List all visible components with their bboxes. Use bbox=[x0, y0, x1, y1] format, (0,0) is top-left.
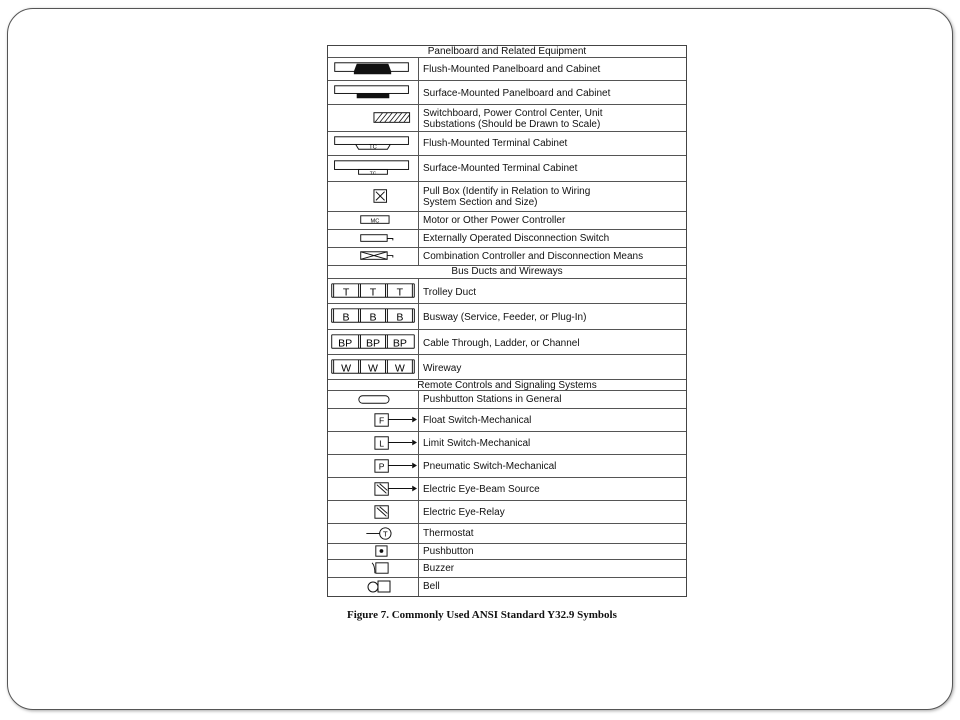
symbol-row-pushbutton-stations bbox=[328, 391, 686, 409]
symbol-label: Float Switch-Mechanical bbox=[423, 415, 532, 426]
w-text: W bbox=[394, 362, 405, 375]
disconnect-switch-symbol bbox=[328, 230, 418, 247]
bell-symbol bbox=[328, 578, 418, 596]
symbol-row-float-switch bbox=[328, 409, 686, 432]
l-text: L bbox=[379, 438, 384, 449]
section-title: Panelboard and Related Equipment bbox=[427, 46, 587, 57]
symbol-label: Pneumatic Switch-Mechanical bbox=[423, 461, 557, 472]
symbol-row-flush-terminal bbox=[328, 132, 686, 156]
symbol-row-wireway bbox=[328, 355, 686, 380]
symbol-label: Bell bbox=[423, 581, 440, 592]
symbol-row-cable-through bbox=[328, 330, 686, 355]
symbol-label: Flush-Mounted Panelboard and Cabinet bbox=[423, 64, 601, 75]
symbol-label: Busway (Service, Feeder, or Plug-In) bbox=[423, 312, 587, 323]
symbol-label: Limit Switch-Mechanical bbox=[423, 438, 531, 449]
symbol-row-disconnect-switch bbox=[328, 230, 686, 248]
pushbutton-symbol bbox=[328, 544, 418, 559]
symbol-row-limit-switch bbox=[328, 432, 686, 455]
section-header-bus bbox=[328, 266, 686, 279]
symbol-label bbox=[423, 186, 682, 208]
bp-text: BP bbox=[365, 337, 381, 350]
surface-panelboard-symbol bbox=[328, 81, 418, 104]
thermostat-symbol bbox=[328, 524, 418, 543]
symbol-label bbox=[423, 108, 682, 130]
symbol-label: Electric Eye-Relay bbox=[423, 507, 505, 518]
section-header-panelboard bbox=[328, 46, 686, 58]
symbol-row-flush-panelboard bbox=[328, 58, 686, 81]
surface-terminal-symbol bbox=[328, 156, 418, 181]
flush-panelboard-symbol bbox=[328, 58, 418, 80]
t-text: T bbox=[342, 286, 350, 299]
symbol-label: Surface-Mounted Panelboard and Cabinet bbox=[423, 88, 611, 99]
pushbutton-stations-symbol bbox=[328, 391, 418, 408]
symbol-label: Electric Eye-Beam Source bbox=[423, 484, 540, 495]
label-line: System Section and Size) bbox=[423, 197, 538, 208]
symbol-label: Flush-Mounted Terminal Cabinet bbox=[423, 138, 568, 149]
mc-text: MC bbox=[370, 218, 380, 225]
trolley-duct-symbol bbox=[328, 279, 418, 303]
symbol-table bbox=[327, 45, 687, 597]
f-text: F bbox=[378, 415, 385, 426]
wireway-symbol bbox=[328, 355, 418, 379]
tc-text: TC bbox=[369, 171, 377, 177]
b-text: B bbox=[396, 311, 404, 324]
label-line: Pull Box (Identify in Relation to Wiring bbox=[423, 186, 591, 197]
eye-beam-source-symbol bbox=[328, 478, 418, 500]
combination-controller-symbol bbox=[328, 248, 418, 265]
symbol-row-combination-controller bbox=[328, 248, 686, 266]
figure-caption: Figure 7. Commonly Used ANSI Standard Y32.9 Symbols bbox=[347, 609, 617, 621]
section-title: Remote Controls and Signaling Systems bbox=[417, 380, 597, 391]
symbol-row-buzzer bbox=[328, 560, 686, 578]
symbol-label: Wireway bbox=[423, 363, 462, 374]
flush-terminal-symbol bbox=[328, 132, 418, 155]
t-text: T bbox=[369, 286, 377, 299]
symbol-label: Surface-Mounted Terminal Cabinet bbox=[423, 163, 578, 174]
b-text: B bbox=[369, 311, 377, 324]
symbol-label: Motor or Other Power Controller bbox=[423, 215, 566, 226]
symbol-label: Pushbutton bbox=[423, 546, 474, 557]
symbol-row-surface-terminal bbox=[328, 156, 686, 182]
label-line: Switchboard, Power Control Center, Unit bbox=[423, 108, 603, 119]
symbol-row-pneumatic-switch bbox=[328, 455, 686, 478]
t-text: T bbox=[396, 286, 404, 299]
tc-text: TC bbox=[369, 144, 377, 151]
t-text: T bbox=[383, 529, 388, 539]
symbol-row-eye-beam-source bbox=[328, 478, 686, 501]
w-text: W bbox=[368, 362, 378, 375]
label-line: Substations (Should be Drawn to Scale) bbox=[423, 119, 601, 130]
symbol-row-busway bbox=[328, 304, 686, 330]
limit-switch-symbol bbox=[328, 432, 418, 454]
float-switch-symbol bbox=[328, 409, 418, 431]
symbol-label: Thermostat bbox=[423, 528, 474, 539]
cable-through-symbol bbox=[328, 330, 418, 354]
symbol-label: Pushbutton Stations in General bbox=[423, 394, 562, 405]
symbol-row-bell bbox=[328, 578, 686, 596]
symbol-row-switchboard bbox=[328, 105, 686, 132]
bp-text: BP bbox=[338, 337, 353, 350]
eye-relay-symbol bbox=[328, 501, 418, 523]
motor-controller-symbol bbox=[328, 212, 418, 229]
symbol-label: Cable Through, Ladder, or Channel bbox=[423, 338, 580, 349]
pull-box-symbol bbox=[328, 182, 418, 211]
symbol-row-trolley-duct bbox=[328, 279, 686, 304]
symbol-row-pull-box bbox=[328, 182, 686, 212]
symbol-label: Trolley Duct bbox=[423, 287, 476, 298]
section-title: Bus Ducts and Wireways bbox=[451, 266, 563, 277]
pneumatic-switch-symbol bbox=[328, 455, 418, 477]
p-text: P bbox=[378, 461, 385, 472]
bp-text: BP bbox=[392, 337, 407, 350]
w-text: W bbox=[341, 362, 352, 375]
symbol-label: Combination Controller and Disconnection Means bbox=[423, 251, 644, 262]
symbol-row-eye-relay bbox=[328, 501, 686, 524]
buzzer-symbol bbox=[328, 560, 418, 577]
symbol-row-thermostat bbox=[328, 524, 686, 544]
switchboard-symbol bbox=[328, 105, 418, 131]
b-text: B bbox=[342, 311, 350, 324]
symbol-label: Buzzer bbox=[423, 563, 455, 574]
symbol-row-surface-panelboard bbox=[328, 81, 686, 105]
busway-symbol bbox=[328, 304, 418, 329]
symbol-row-motor-controller bbox=[328, 212, 686, 230]
section-header-remote bbox=[328, 380, 686, 391]
symbol-row-pushbutton bbox=[328, 544, 686, 560]
symbol-label: Externally Operated Disconnection Switch bbox=[423, 233, 610, 244]
